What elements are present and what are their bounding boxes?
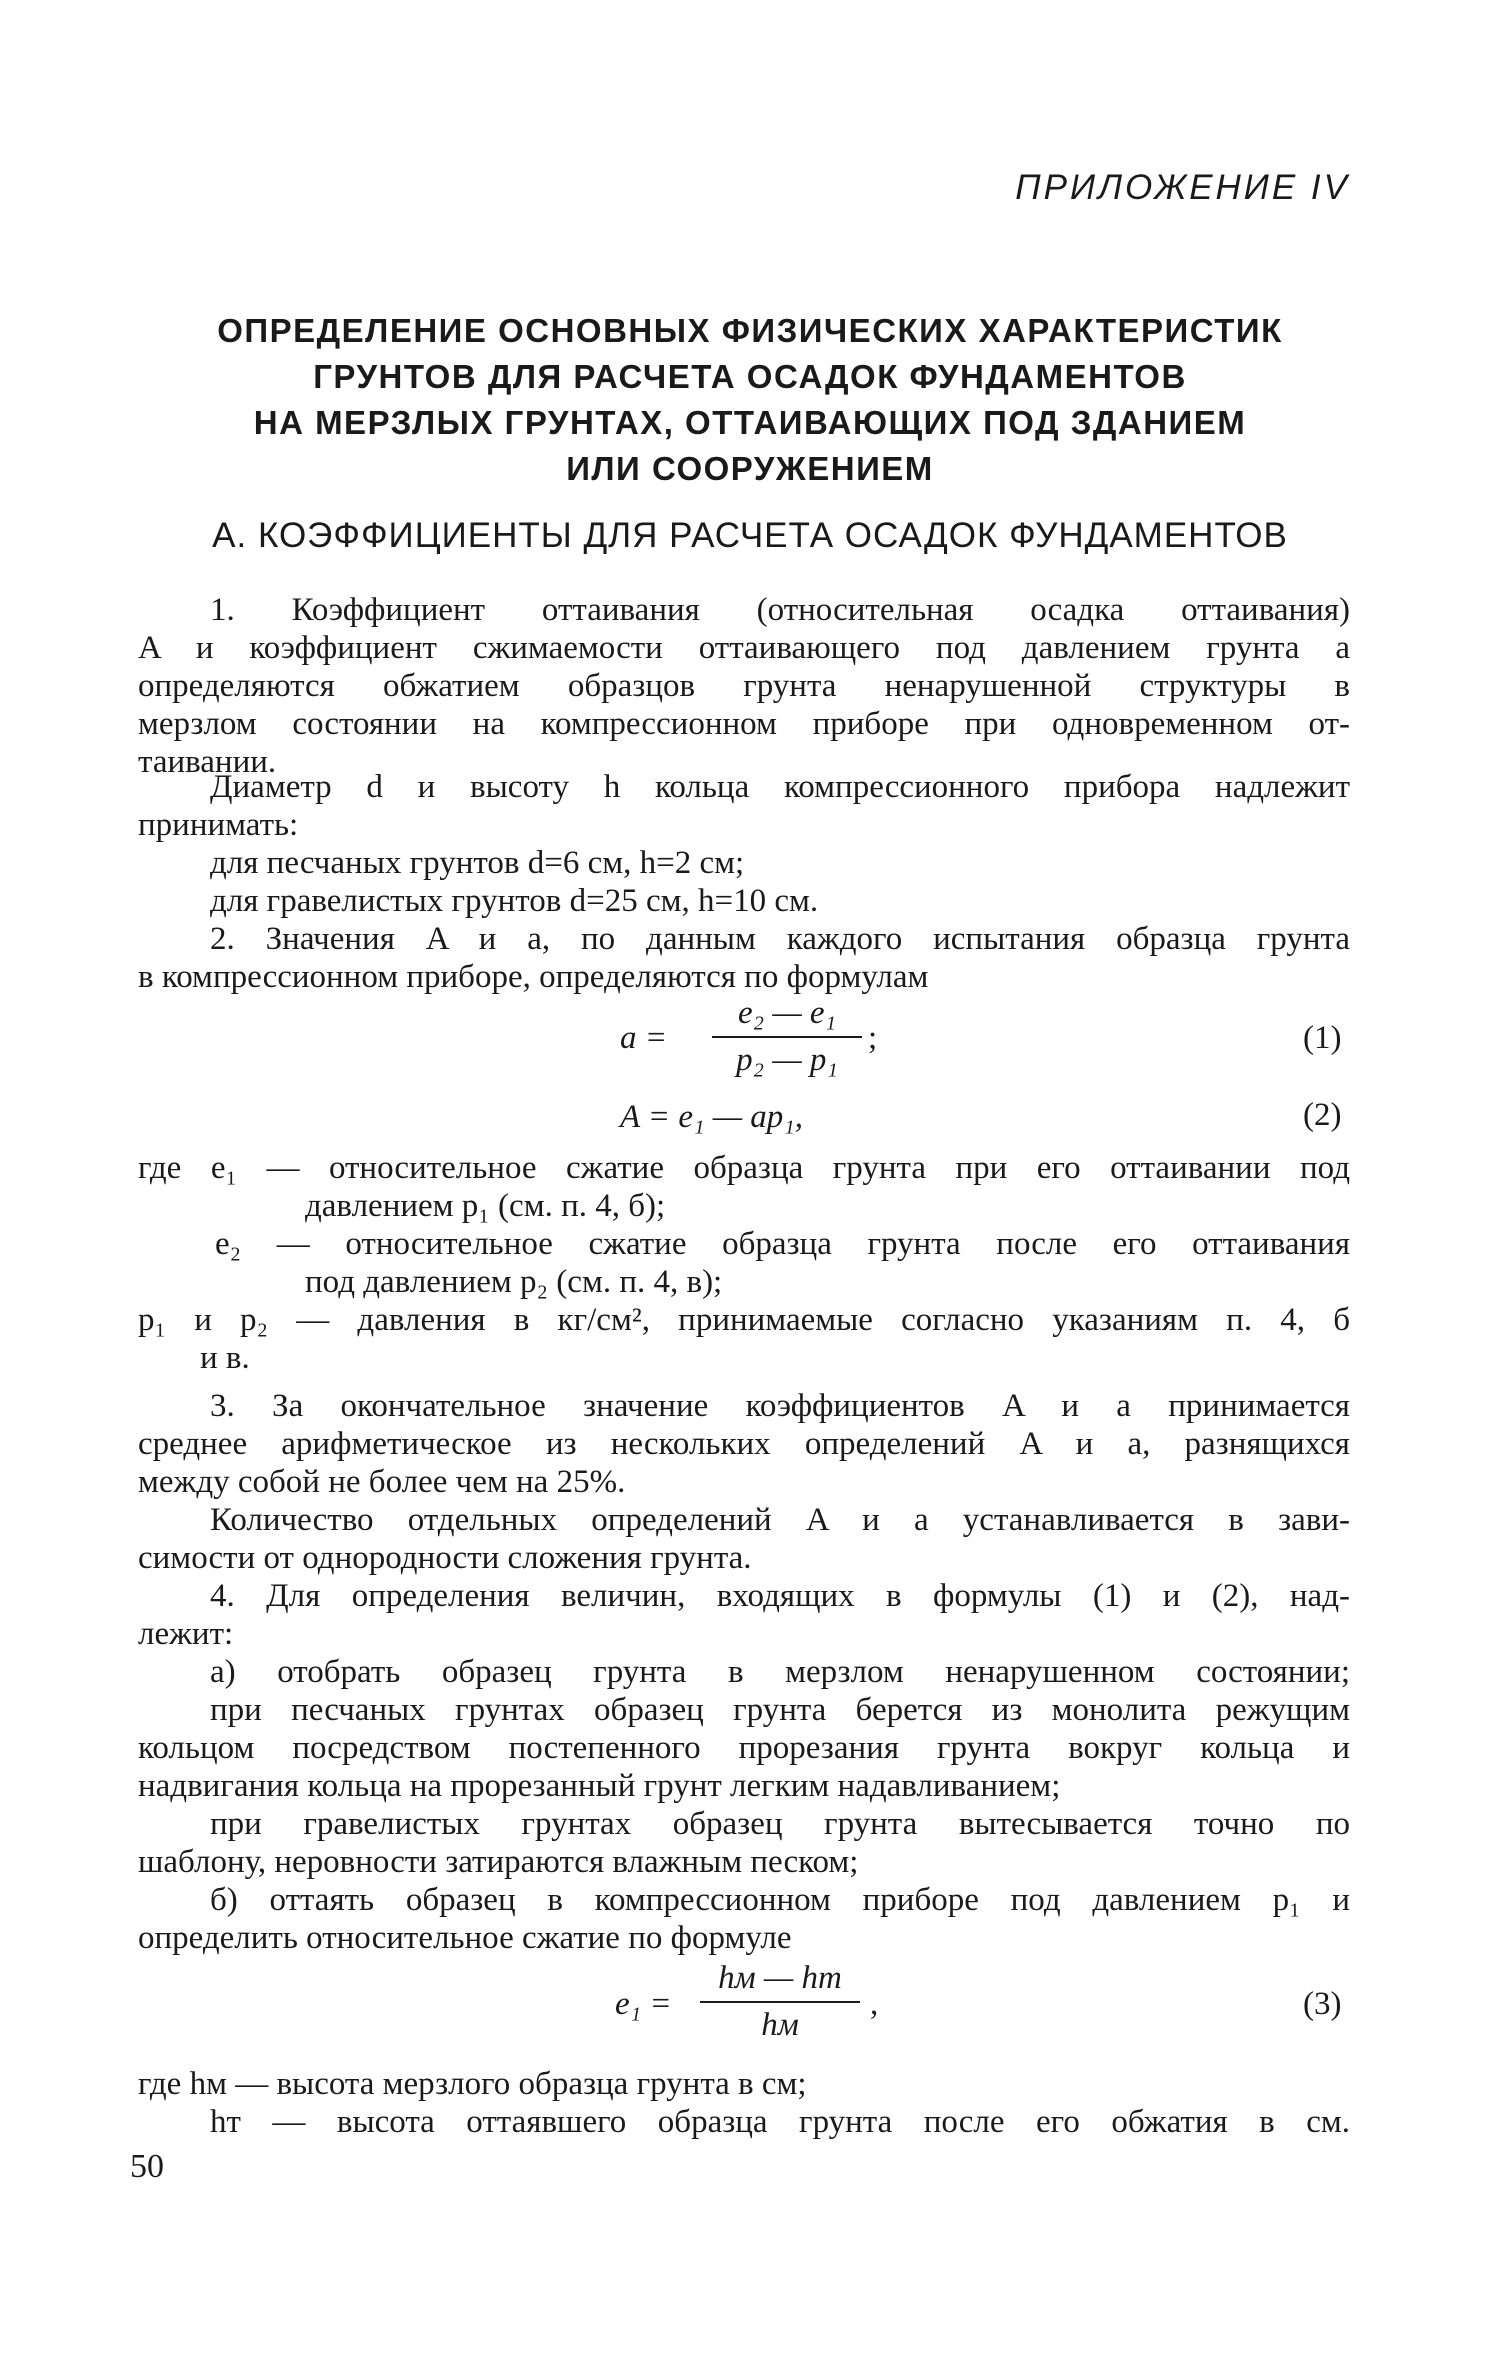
- text-line: б) оттаять образец в компрессионном приборе под давлением p₁ и: [210, 1882, 1350, 1918]
- title-line-3: НА МЕРЗЛЫХ ГРУНТАХ, ОТТАИВАЮЩИХ ПОД ЗДАНИЕМ: [253, 404, 1247, 441]
- text-line: A и коэффициент сжимаемости оттаивающего под давлением грунта a: [138, 630, 1350, 666]
- text-line: мерзлом состоянии на компрессионном приборе при одновременном от-: [138, 706, 1350, 742]
- formula-1-denominator: p₂ — p₁: [736, 1042, 838, 1078]
- text-line: 1. Коэффициент оттаивания (относительная осадка оттаивания): [210, 592, 1350, 628]
- text-line: определить относительное сжатие по формуле: [138, 1920, 792, 1956]
- formula-2: A = e₁ — ap₁,: [620, 1099, 804, 1135]
- text-line: под давлением p₂ (см. п. 4, в);: [305, 1264, 723, 1300]
- text-line: среднее арифметическое из нескольких определений A и a, разнящихся: [138, 1426, 1350, 1462]
- text-line: в компрессионном приборе, определяются по формулам: [138, 959, 929, 995]
- formula-1-tail: ;: [868, 1020, 878, 1056]
- fraction-bar: [700, 2001, 860, 2003]
- text-line: e₂ — относительное сжатие образца грунта после его оттаивания: [215, 1226, 1350, 1262]
- formula-1-number: (1): [1303, 1020, 1342, 1056]
- formula-1-lhs: a =: [620, 1020, 668, 1056]
- text-line: давлением p₁ (см. п. 4, б);: [305, 1188, 666, 1224]
- formula-3-denominator: hм: [761, 2007, 799, 2043]
- text-line: между собой не более чем на 25%.: [138, 1464, 626, 1500]
- text-line: 2. Значения A и a, по данным каждого испытания образца грунта: [210, 921, 1350, 957]
- formula-3-tail: ,: [870, 1986, 879, 2022]
- formula-3-numerator: hм — hт: [718, 1960, 842, 1996]
- text-line: 3. За окончательное значение коэффициентов A и a принимается: [210, 1388, 1350, 1424]
- text-line: 4. Для определения величин, входящих в формулы (1) и (2), над-: [210, 1578, 1350, 1614]
- formula-1-numerator: e₂ — e₁: [737, 995, 837, 1031]
- text-line: и в.: [200, 1340, 250, 1376]
- title-line-4: ИЛИ СООРУЖЕНИЕМ: [566, 450, 934, 487]
- formula-1-fraction: [712, 995, 862, 1079]
- text-line: Диаметр d и высоту h кольца компрессионного прибора надлежит: [210, 769, 1350, 805]
- text-line: определяются обжатием образцов грунта ненарушенной структуры в: [138, 668, 1350, 704]
- text-line: p₁ и p₂ — давления в кг/см², принимаемые согласно указаниям п. 4, б: [138, 1302, 1350, 1338]
- fraction-bar: [712, 1036, 862, 1038]
- text-line: где hм — высота мерзлого образца грунта в см;: [138, 2066, 807, 2102]
- text-line: симости от однородности сложения грунта.: [138, 1540, 752, 1576]
- section-heading: А. КОЭФФИЦИЕНТЫ ДЛЯ РАСЧЕТА ОСАДОК ФУНДАМЕНТОВ: [212, 516, 1288, 555]
- text-line: при песчаных грунтах образец грунта берется из монолита режущим: [210, 1692, 1350, 1728]
- formula-3-fraction: [700, 1960, 860, 2044]
- text-line: Количество отдельных определений A и a устанавливается в зави-: [210, 1502, 1350, 1538]
- text-line: где e₁ — относительное сжатие образца грунта при его оттаивании под: [138, 1150, 1350, 1186]
- formula-3-lhs: e₁ =: [615, 1986, 672, 2022]
- text-line: кольцом посредством постепенного прорезания грунта вокруг кольца и: [138, 1730, 1350, 1766]
- text-line: для гравелистых грунтов d=25 см, h=10 см.: [210, 883, 819, 919]
- formula-2-number: (2): [1303, 1097, 1342, 1133]
- title-line-1: ОПРЕДЕЛЕНИЕ ОСНОВНЫХ ФИЗИЧЕСКИХ ХАРАКТЕРИСТИК: [217, 312, 1283, 349]
- text-line: а) отобрать образец грунта в мерзлом ненарушенном состоянии;: [210, 1654, 1350, 1690]
- page-number: 50: [130, 2148, 164, 2185]
- formula-3-number: (3): [1303, 1986, 1342, 2022]
- text-line: надвигания кольца на прорезанный грунт легким надавливанием;: [138, 1768, 1061, 1804]
- text-line: принимать:: [138, 807, 299, 843]
- text-line: при гравелистых грунтах образец грунта вытесывается точно по: [210, 1806, 1350, 1842]
- text-line: таивании.: [138, 744, 277, 780]
- text-line: для песчаных грунтов d=6 см, h=2 см;: [210, 845, 745, 881]
- appendix-label: ПРИЛОЖЕНИЕ IV: [1015, 168, 1350, 207]
- text-line: шаблону, неровности затираются влажным песком;: [138, 1844, 859, 1880]
- text-line: hт — высота оттаявшего образца грунта после его обжатия в см.: [210, 2104, 1350, 2140]
- text-line: лежит:: [138, 1616, 234, 1652]
- title-line-2: ГРУНТОВ ДЛЯ РАСЧЕТА ОСАДОК ФУНДАМЕНТОВ: [313, 358, 1187, 395]
